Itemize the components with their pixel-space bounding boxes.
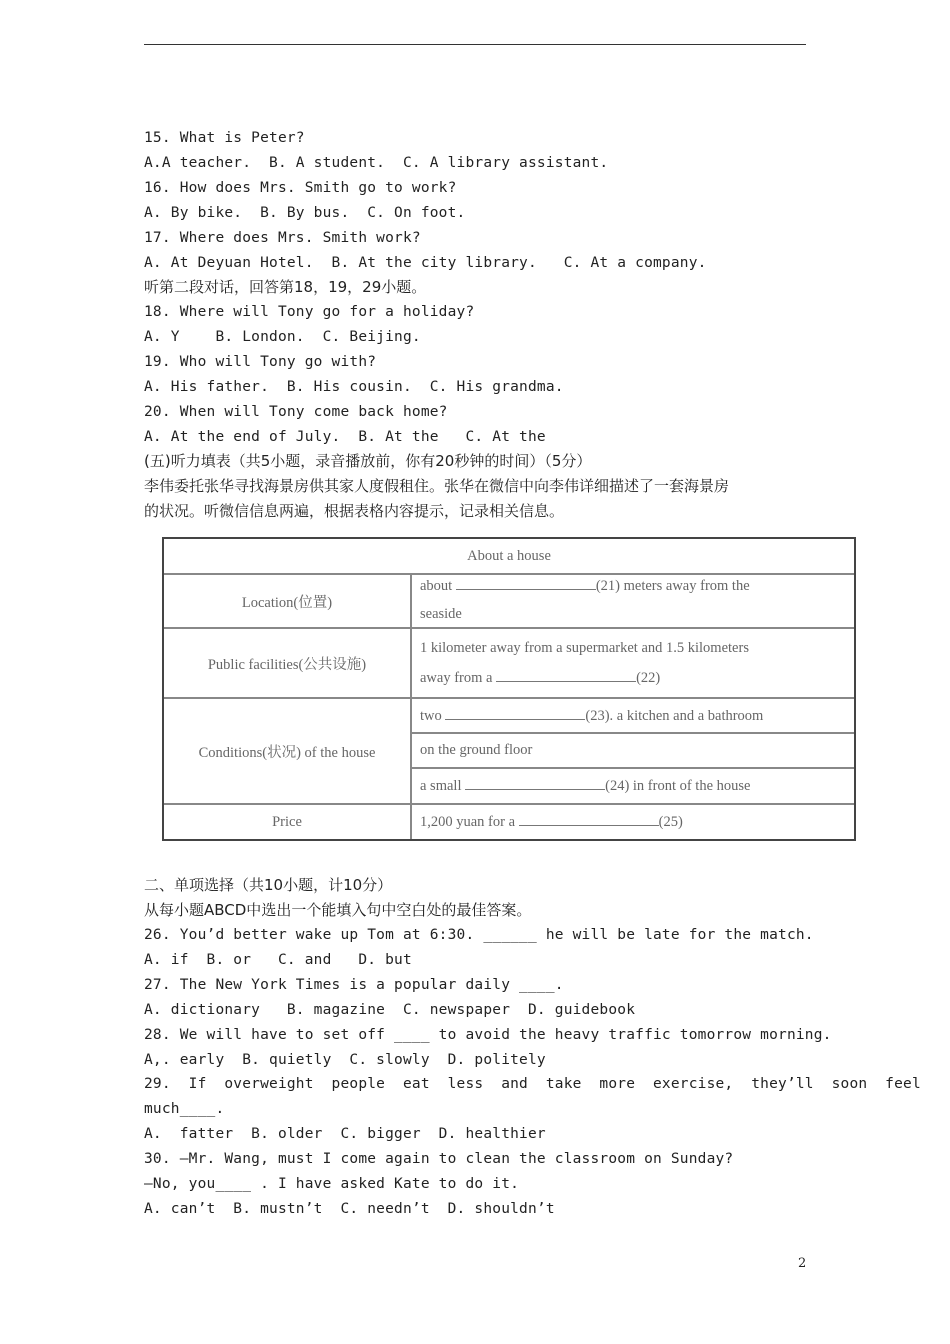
text-line: 30. —Mr. Wang, must I come again to clean the classroom on Sunday? (144, 1151, 734, 1167)
text-line: A. can’t B. mustn’t C. needn’t D. shouldn’t (144, 1201, 555, 1217)
text-line: 李伟委托张华寻找海景房供其家人度假租住。张华在微信中向李伟详细描述了一套海景房 (144, 477, 730, 495)
text-line: A. At the end of July. B. At the C. At the (144, 429, 546, 445)
blank-21[interactable] (456, 575, 596, 590)
text-line: A.A teacher. B. A student. C. A library assistant. (144, 155, 609, 171)
condition-3: a small (24) in front of the house (412, 769, 854, 803)
table-row-conditions (164, 699, 854, 805)
text-line: 17. Where does Mrs. Smith work? (144, 230, 421, 246)
table-row-facilities (164, 629, 854, 699)
text-line: much____. (144, 1101, 225, 1117)
blank-25[interactable] (519, 811, 659, 826)
text-line: A. At Deyuan Hotel. B. At the city library. C. At a company. (144, 255, 707, 271)
text-line: 18. Where will Tony go for a holiday? (144, 304, 475, 320)
text-line: 20. When will Tony come back home? (144, 404, 448, 420)
text-line: 28. We will have to set off ____ to avoid the heavy traffic tomorrow morning. (144, 1027, 832, 1043)
text-line: 16. How does Mrs. Smith go to work? (144, 180, 457, 196)
table-row-location (164, 575, 854, 629)
price-value: 1,200 yuan for a (25) (420, 805, 848, 839)
condition-2: on the ground floor (412, 734, 854, 769)
table-title-row (164, 539, 854, 575)
blank-22[interactable] (496, 667, 636, 682)
text-line: A. if B. or C. and D. but (144, 952, 412, 968)
text-line: A. dictionary B. magazine C. newspaper D. guidebook (144, 1002, 636, 1018)
text-line: A. His father. B. His cousin. C. His grandma. (144, 379, 564, 395)
conditions-label: Conditions(状况) of the house (164, 699, 412, 803)
text-line: 27. The New York Times is a popular daily ____. (144, 977, 564, 993)
text-line: A. fatter B. older C. bigger D. healthier (144, 1126, 546, 1142)
text-line: 26. You’d better wake up Tom at 6:30. ______ he will be late for the match. (144, 927, 814, 943)
blank-24[interactable] (465, 775, 605, 790)
page-number: 2 (798, 1256, 807, 1271)
text-line: (五)听力填表（共5小题，录音播放前，你有20秒钟的时间）（5分） (144, 452, 592, 470)
table-title: About a house (467, 548, 551, 564)
text-line: 从每小题ABCD中选出一个能填入句中空白处的最佳答案。 (144, 901, 532, 919)
text-line: 19. Who will Tony go with? (144, 354, 377, 370)
text-line: —No, you____ . I have asked Kate to do it. (144, 1176, 520, 1192)
text-line: 29. If overweight people eat less and take more exercise, they’ll soon feel (144, 1076, 921, 1092)
facilities-value: 1 kilometer away from a supermarket and 1.5 kilometers away from a (22) (420, 640, 749, 686)
text-line: 的状况。听微信信息两遍，根据表格内容提示，记录相关信息。 (144, 502, 565, 520)
header-rule (144, 44, 806, 45)
blank-23[interactable] (445, 705, 585, 720)
text-line: 二、单项选择（共10小题，计10分） (144, 876, 393, 894)
location-label: Location(位置) (164, 575, 412, 627)
price-label: Price (164, 805, 412, 839)
condition-1: two (23). a kitchen and a bathroom (412, 699, 854, 734)
location-value: about (21) meters away from the seaside (420, 572, 848, 628)
facilities-label: Public facilities(公共设施) (164, 629, 412, 697)
text-line: A. By bike. B. By bus. C. On foot. (144, 205, 466, 221)
text-line: 15. What is Peter? (144, 130, 305, 146)
text-line: A. Y B. London. C. Beijing. (144, 329, 421, 345)
house-info-table (162, 537, 856, 841)
table-row-price (164, 805, 854, 839)
text-line: A,. early B. quietly C. slowly D. politely (144, 1052, 546, 1068)
text-line: 听第二段对话，回答第18，19，29小题。 (144, 278, 427, 296)
